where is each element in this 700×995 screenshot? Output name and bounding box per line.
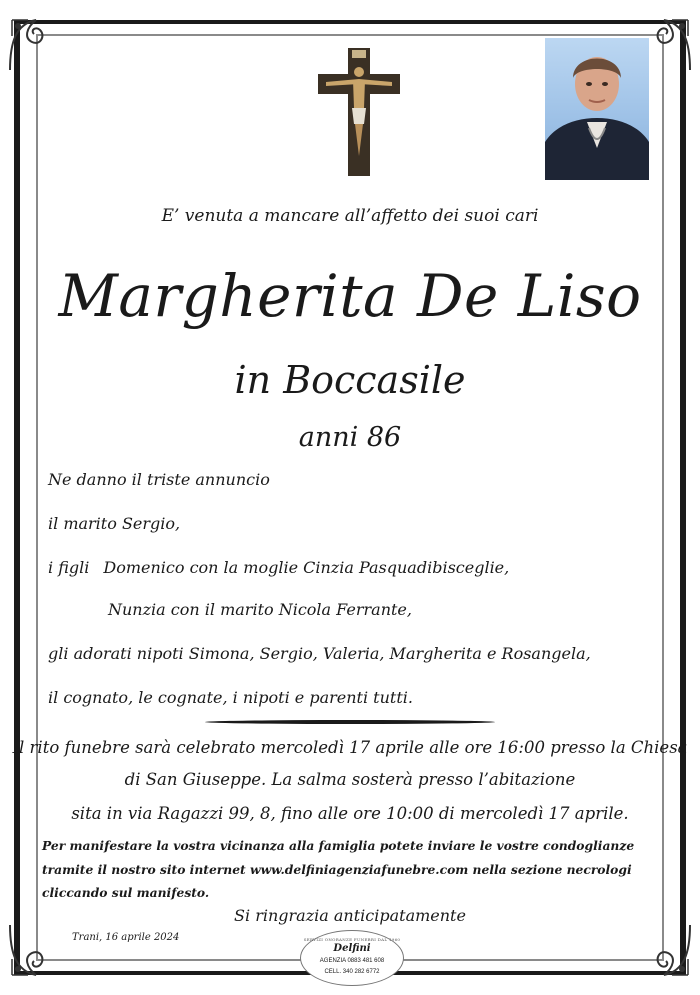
logo-mobile: CELL. 340 282 6772: [324, 969, 380, 975]
crucifix-icon: [316, 46, 402, 178]
rite-line: sita in via Ragazzi 99, 8, fino alle ore 10:00 di mercoledì 17 aprile.: [71, 804, 629, 823]
announcement-line: [48, 558, 509, 577]
announcement-line: Ne danno il triste annuncio: [48, 470, 270, 489]
rite-line: di San Giuseppe. La salma sosterà presso l’abitazione: [124, 770, 576, 789]
announcement-line: gli adorati nipoti Simona, Sergio, Valeria, Margherita e Rosangela,: [48, 644, 591, 663]
rite-line: Il rito funebre sarà celebrato mercoledì 17 aprile alle ore 16:00 presso la Chiesa: [12, 738, 688, 757]
children-lead: i figli: [48, 558, 90, 577]
children-first: Domenico con la moglie Cinzia Pasquadibisceglie,: [103, 558, 510, 577]
agency-logo: [300, 930, 404, 986]
ornamental-corner-icon: [6, 921, 66, 981]
logo-tagline: SERVIZI ONORANZE FUNEBRI DAL 1960: [303, 937, 401, 942]
logo-name: Delfini: [333, 943, 371, 954]
divider: [205, 720, 495, 724]
logo-phone: AGENZIA 0883 481 608: [319, 958, 385, 964]
age: anni 86: [298, 422, 402, 453]
married-name: in Boccasile: [234, 358, 466, 402]
announcement-line: Nunzia con il marito Nicola Ferrante,: [108, 600, 412, 619]
announcement-line: il marito Sergio,: [48, 514, 181, 533]
condolences-line: cliccando sul manifesto.: [42, 885, 210, 900]
deceased-name: Margherita De Liso: [58, 262, 642, 330]
portrait-photo: [545, 38, 649, 180]
ornamental-corner-icon: [6, 14, 66, 74]
condolences-line: tramite il nostro sito internet www.delfiniagenziafunebre.com nella sezione necrologi: [42, 862, 632, 877]
ornamental-corner-icon: [634, 921, 694, 981]
condolences-line: Per manifestare la vostra vicinanza alla famiglia potete inviare le vostre condoglianze: [42, 838, 635, 853]
thanks-text: Si ringrazia anticipatamente: [234, 906, 466, 925]
intro-text: E’ venuta a mancare all’affetto dei suoi cari: [161, 206, 539, 226]
announcement-line: il cognato, le cognate, i nipoti e parenti tutti.: [48, 688, 413, 707]
place-date: Trani, 16 aprile 2024: [72, 932, 180, 943]
